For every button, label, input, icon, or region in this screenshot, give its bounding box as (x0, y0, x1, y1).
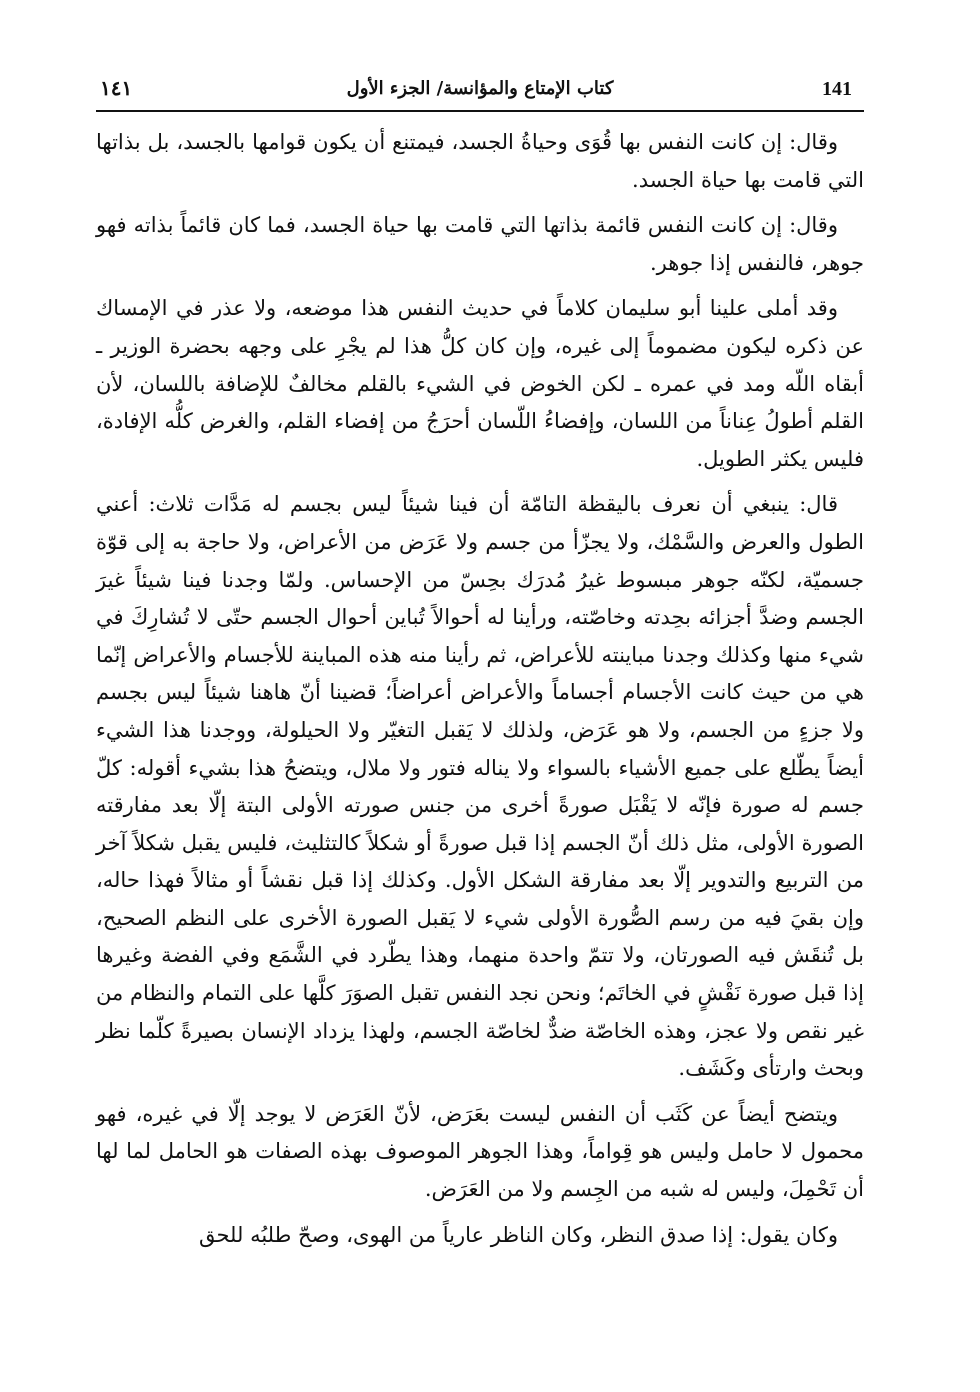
paragraph: ويتضح أيضاً عن كَثَب أن النفس ليست بعَرَض، لأنّ العَرَض لا يوجد إلّا في غيره، فهو محمول لا حامل وليس هو قِواماً، وهذا الجوهر الموصوف بهذه الصفات هو الحامل لما لها أن تَحْمِلَ، وليس له شبه من الجِسم ولا من العَرَض. (96, 1101, 864, 1202)
page-body (96, 124, 864, 1254)
book-page (96, 70, 864, 1262)
paragraph: قال: ينبغي أن نعرف باليقظة التامّة أن فينا شيئاً ليس بجسم له مَدَّات ثلاث: أعني الطول والعرض والسَّمْك، ولا يجزّأ من جسم ولا عَرَض من الأعراض، ولا حاجة به إلى قوّة جسميّة، لكنّه جوهر مبسوط غيرُ مُدرَك بحِسّ من الإحساس. ولمّا وجدنا فينا شيئاً غيرَ الجسم وضدَّ أجزائه بحِدته وخاصّته، ورأينا له أحوالاً تُباين أحوال الجسم حتّى لا تُشارِكَ في شيء منها وكذلك وجدنا مباينته للأعراض، ثم رأينا منه هذه المباينة للأجسام والأعراض إنّما هي من حيث كانت الأجسام أجساماً والأعراض أعراضاً؛ قضينا أنّ هاهنا شيئاً ليس بجسم ولا جزءٍ من الجسم، ولا هو عَرَض، ولذلك لا يَقبل التغيّر ولا الحيلولة، ووجدنا هذا الشيء أيضاً يطّلع على جميع الأشياء بالسواء ولا يناله فتور ولا ملال، ويتضحُ هذا بشيء أقوله: كلّ جسم له صورة فإنّه لا يَقْبَل صورةً أخرى من جنس صورته الأولى البتة إلّا بعد مفارقته الصورة الأولى، مثل ذلك أنّ الجسم إذا قبل صورةً أو شكلاً كالتثليث، فليس يقبل شكلاً آخر من التربيع والتدوير إلّا بعد مفارقة الشكل الأول. وكذلك إذا قبل نقشاً أو مثالاً فهذا حاله، وإن بقيَ فيه من رسم الصُّورة الأولى شيء لا يَقبل الصورة الأخرى على النظم الصحيح، بل تُنقَش فيه الصورتان، ولا تتمّ واحدة منهما، وهذا يطّرد في الشَّمَع وفي الفضة وغيرها إذا قبل صورة نَقْشٍ في الخاتَم؛ ونحن نجد النفس تقبل الصوَرَ كلَّها على التمام والنظام من غير نقص ولا عجز، وهذه الخاصّة ضدٌّ لخاصّة الجسم، ولهذا يزداد الإنسان بصيرةً كلّما نظر وبحث وارتأى وكَشَف. (96, 492, 864, 1081)
paragraph: وقال: إن كانت النفس قائمة بذاتها التي قامت بها حياة الجسد، فما كان قائماً بذاته فهو جوهر، فالنفس إذا جوهر. (96, 213, 864, 275)
book-title: كتاب الإمتاع والمؤانسة/ الجزء الأول (346, 78, 614, 99)
running-header (96, 70, 864, 112)
paragraph: وقد أملى علينا أبو سليمان كلاماً في حديث النفس هذا موضعه، ولا عذر في الإمساك عن ذكره ليكون مضموماً إلى غيره، وإن كان كلُّ هذا لم يجْرِ على وجهه بحضرة الوزير ـ أبقاه اللّه ومد في عمره ـ لكن الخوض في الشيء بالقلم مخالفٌ للإضافة باللسان، لأن القلم أطولُ عِناناً من اللسان، وإفضاءُ اللّسان أحرَجُ من إفضاء القلم، والغرض كلُّه الإفادة، فليس يكثر الطويل. (96, 296, 864, 471)
paragraph: وكان يقول: إذا صدق النظر، وكان الناظر عارياً من الهوى، وصحّ طلبُه للحق (198, 1222, 838, 1247)
page-number-arabic: ١٤١ (100, 76, 133, 100)
page-number-latin: 141 (822, 78, 852, 100)
paragraph: وقال: إن كانت النفس بها قُوَى وحياةُ الجسد، فيمتنع أن يكون قوامها بالجسد، بل بذاتها التي قامت بها حياة الجسد. (96, 130, 864, 192)
